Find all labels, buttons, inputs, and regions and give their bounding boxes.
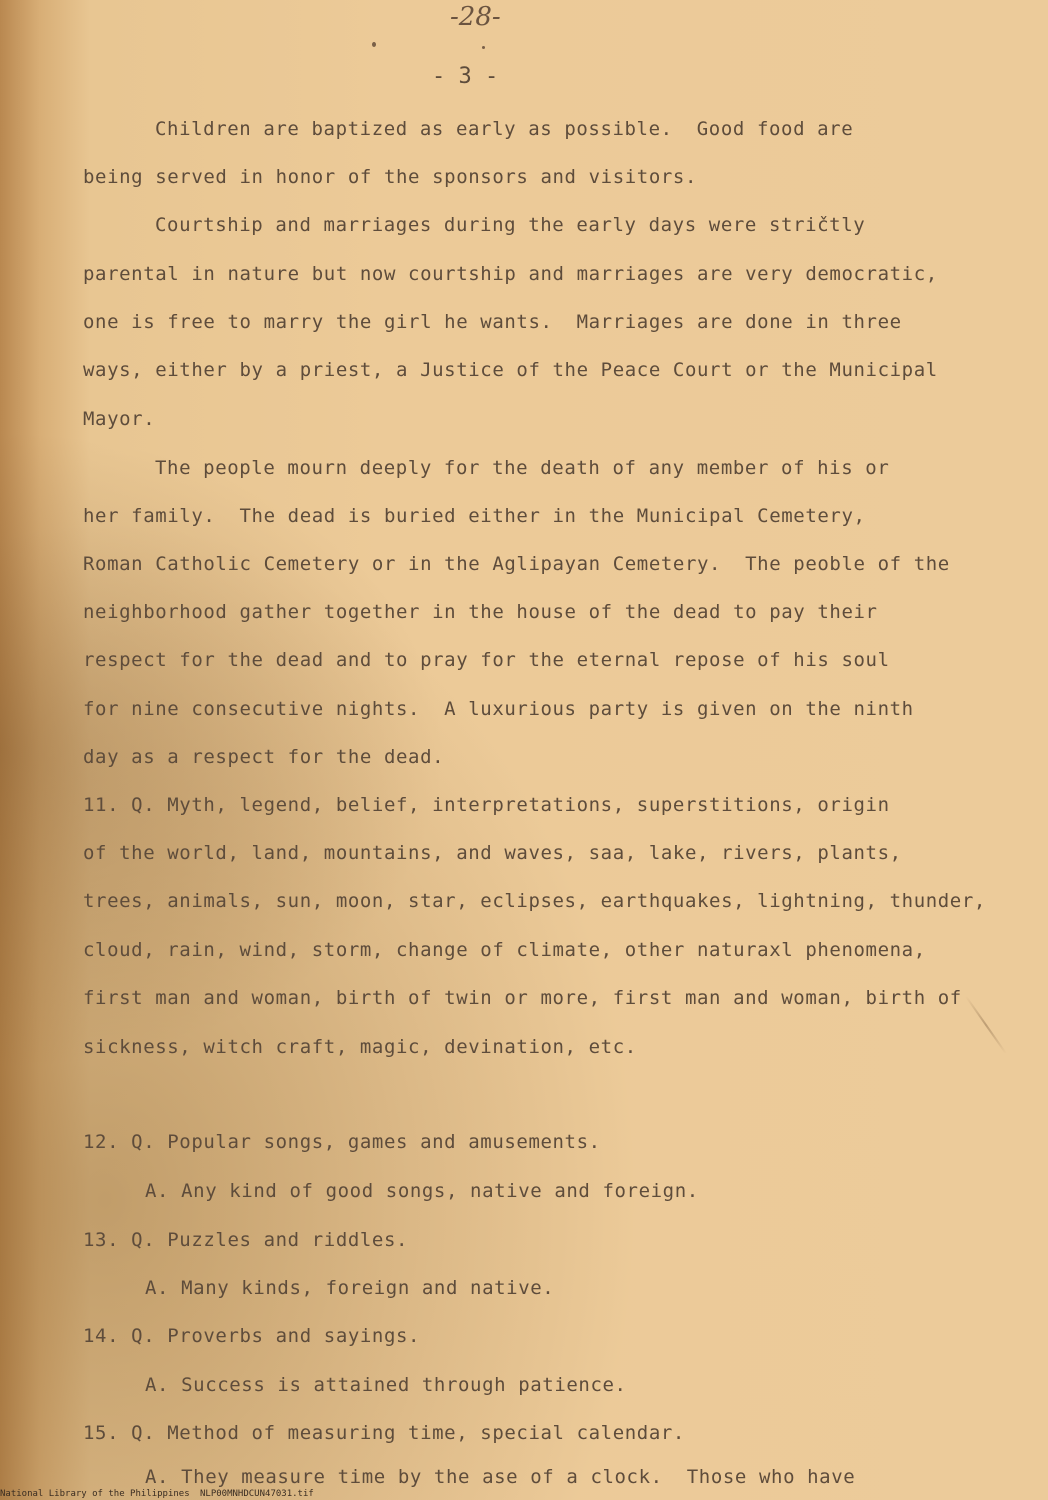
answer-line: A. Any kind of good songs, native and foreign. [145,1180,699,1202]
question-line: 13. Q. Puzzles and riddles. [83,1229,409,1251]
body-line: sickness, witch craft, magic, devination, etc. [83,1036,637,1058]
question-line: 12. Q. Popular songs, games and amusements. [83,1131,601,1153]
body-line: Roman Catholic Cemetery or in the Aglipayan Cemetery. The peoble of the [83,553,950,575]
body-line: respect for the dead and to pray for the eternal repose of his soul [83,649,890,671]
answer-line: A. Success is attained through patience. [145,1374,627,1396]
body-line: for nine consecutive nights. A luxurious party is given on the ninth [83,698,914,720]
body-line: first man and woman, birth of twin or more, first man and woman, birth of [83,987,962,1009]
question-line: 11. Q. Myth, legend, belief, interpretations, superstitions, origin [83,794,890,816]
ink-speck [482,46,485,49]
body-line: being served in honor of the sponsors and visitors. [83,166,697,188]
answer-line: A. Many kinds, foreign and native. [145,1277,555,1299]
ink-speck [372,42,376,47]
handwritten-page-number: -28- [450,2,501,32]
body-line: cloud, rain, wind, storm, change of climate, other naturaxl phenomena, [83,939,926,961]
library-watermark: National Library of the Philippines [0,1489,190,1499]
answer-line: A. They measure time by the ase of a clock. Those who have [145,1466,856,1488]
body-line: Courtship and marriages during the early days were stričtly [155,214,866,236]
body-line: her family. The dead is buried either in the Municipal Cemetery, [83,505,866,527]
body-line: Mayor. [83,408,156,430]
body-line: ways, either by a priest, a Justice of the Peace Court or the Municipal [83,359,938,381]
body-line: one is free to marry the girl he wants. Marriages are done in three [83,311,902,333]
body-line: neighborhood gather together in the house of the dead to pay their [83,601,878,623]
body-line: parental in nature but now courtship and marriages are very democratic, [83,263,938,285]
body-line: Children are baptized as early as possible. Good food are [155,118,854,140]
typed-page-number: - 3 - [432,64,499,89]
question-line: 14. Q. Proverbs and sayings. [83,1325,421,1347]
paper-crease [965,996,1007,1054]
body-line: trees, animals, sun, moon, star, eclipses, earthquakes, lightning, thunder, [83,890,986,912]
body-line: of the world, land, mountains, and waves, saa, lake, rivers, plants, [83,842,902,864]
body-line: day as a respect for the dead. [83,746,445,768]
question-line: 15. Q. Method of measuring time, special calendar. [83,1422,685,1444]
body-line: The people mourn deeply for the death of any member of his or [155,457,890,479]
file-identifier: NLP00MNHDCUN47031.tif [200,1489,314,1499]
